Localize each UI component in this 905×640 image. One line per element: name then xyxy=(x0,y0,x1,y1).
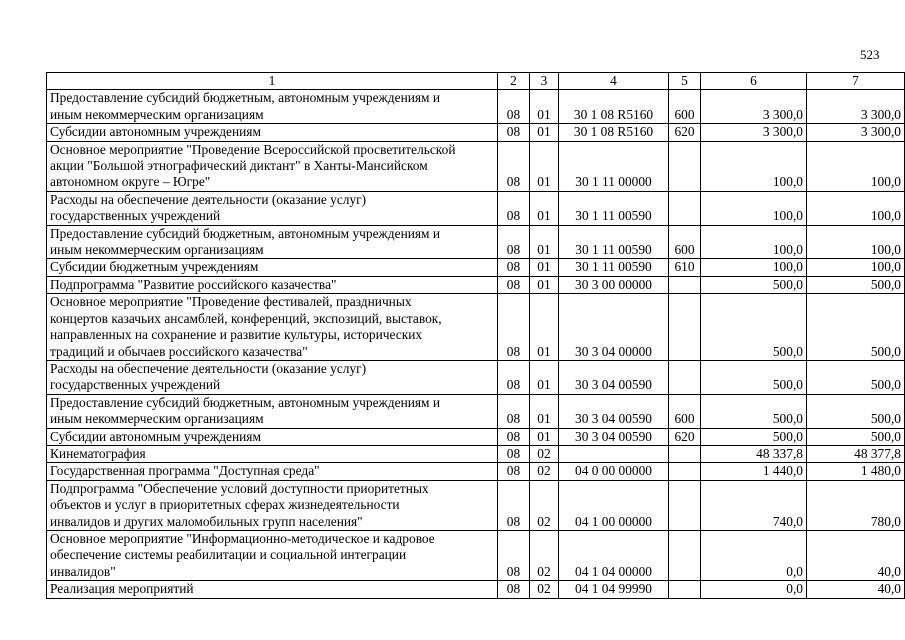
header-col-7: 7 xyxy=(807,73,905,90)
name-cell xyxy=(47,276,498,293)
header-row xyxy=(47,73,905,90)
table-row xyxy=(47,294,905,361)
name-line: Подпрограмма "Развитие российского казачества" xyxy=(50,276,337,292)
amount-year2-cell: 1 480,0 xyxy=(807,463,905,480)
target-article-cell: 30 3 04 00000 xyxy=(559,294,669,361)
amount-year2-cell: 100,0 xyxy=(807,259,905,276)
section-cell: 08 xyxy=(498,480,530,530)
target-article-cell: 30 1 11 00590 xyxy=(559,191,669,225)
amount-year1-cell: 0,0 xyxy=(701,530,807,580)
section-cell: 08 xyxy=(498,428,530,445)
target-article-cell: 30 1 11 00000 xyxy=(559,141,669,191)
subsection-cell: 01 xyxy=(530,124,559,141)
expense-type-cell xyxy=(669,360,701,394)
amount-year2-cell: 500,0 xyxy=(807,360,905,394)
name-cell xyxy=(47,445,498,462)
subsection-cell: 01 xyxy=(530,225,559,259)
name-cell xyxy=(47,294,498,361)
name-cell xyxy=(47,259,498,276)
expense-type-cell xyxy=(669,191,701,225)
expense-type-cell xyxy=(669,294,701,361)
amount-year2-cell: 500,0 xyxy=(807,394,905,428)
target-article-cell xyxy=(559,445,669,462)
subsection-cell: 01 xyxy=(530,276,559,293)
table-row xyxy=(47,530,905,580)
header-col-4: 4 xyxy=(559,73,669,90)
name-line: Государственная программа "Доступная среда" xyxy=(50,463,320,479)
subsection-cell: 01 xyxy=(530,141,559,191)
expense-type-cell xyxy=(669,463,701,480)
name-line: государственных учреждений xyxy=(50,208,221,224)
target-article-cell: 04 0 00 00000 xyxy=(559,463,669,480)
amount-year1-cell: 500,0 xyxy=(701,394,807,428)
name-cell xyxy=(47,191,498,225)
expense-type-cell: 620 xyxy=(669,124,701,141)
name-cell xyxy=(47,581,498,598)
amount-year2-cell: 48 377,8 xyxy=(807,445,905,462)
name-line: Предоставление субсидий бюджетным, автономным учреждениям и xyxy=(50,90,441,106)
name-line: Кинематография xyxy=(50,445,146,461)
target-article-cell: 30 3 04 00590 xyxy=(559,360,669,394)
expense-type-cell: 600 xyxy=(669,225,701,259)
table-header xyxy=(47,73,905,90)
amount-year2-cell: 40,0 xyxy=(807,581,905,598)
page-number: 523 xyxy=(860,47,880,62)
expense-type-cell: 610 xyxy=(669,259,701,276)
name-cell xyxy=(47,394,498,428)
table-row xyxy=(47,225,905,259)
expense-type-cell xyxy=(669,276,701,293)
subsection-cell: 01 xyxy=(530,360,559,394)
name-cell xyxy=(47,463,498,480)
name-line: традиций и обычаев российского казачества" xyxy=(50,343,308,359)
expense-type-cell: 620 xyxy=(669,428,701,445)
amount-year2-cell: 100,0 xyxy=(807,191,905,225)
expense-type-cell xyxy=(669,480,701,530)
budget-table xyxy=(46,72,905,599)
name-cell xyxy=(47,530,498,580)
amount-year1-cell: 0,0 xyxy=(701,581,807,598)
section-cell: 08 xyxy=(498,276,530,293)
name-line: Основное мероприятие "Проведение Всероссийской просветительской xyxy=(50,141,456,157)
amount-year1-cell: 48 337,8 xyxy=(701,445,807,462)
header-col-6: 6 xyxy=(701,73,807,90)
section-cell: 08 xyxy=(498,90,530,124)
subsection-cell: 01 xyxy=(530,394,559,428)
target-article-cell: 04 1 04 99990 xyxy=(559,581,669,598)
amount-year2-cell: 100,0 xyxy=(807,225,905,259)
subsection-cell: 01 xyxy=(530,191,559,225)
header-col-1: 1 xyxy=(47,73,498,90)
section-cell: 08 xyxy=(498,294,530,361)
section-cell: 08 xyxy=(498,445,530,462)
name-line: Расходы на обеспечение деятельности (оказание услуг) xyxy=(50,360,367,376)
target-article-cell: 04 1 00 00000 xyxy=(559,480,669,530)
name-line: Субсидии автономным учреждениям xyxy=(50,428,261,444)
table-row xyxy=(47,124,905,141)
target-article-cell: 30 3 04 00590 xyxy=(559,394,669,428)
name-cell xyxy=(47,90,498,124)
target-article-cell: 30 3 04 00590 xyxy=(559,428,669,445)
name-cell xyxy=(47,141,498,191)
table-row xyxy=(47,360,905,394)
table-row xyxy=(47,90,905,124)
amount-year2-cell: 40,0 xyxy=(807,530,905,580)
subsection-cell: 01 xyxy=(530,428,559,445)
expense-type-cell xyxy=(669,581,701,598)
amount-year2-cell: 100,0 xyxy=(807,141,905,191)
name-cell xyxy=(47,428,498,445)
header-col-2: 2 xyxy=(498,73,530,90)
name-line: объектов и услуг в приоритетных сферах жизнедеятельности xyxy=(50,497,400,513)
amount-year1-cell: 100,0 xyxy=(701,141,807,191)
target-article-cell: 04 1 04 00000 xyxy=(559,530,669,580)
target-article-cell: 30 1 08 R5160 xyxy=(559,124,669,141)
table-row xyxy=(47,259,905,276)
amount-year1-cell: 100,0 xyxy=(701,259,807,276)
table-row xyxy=(47,428,905,445)
name-line: иным некоммерческим организациям xyxy=(50,411,264,427)
name-line: иным некоммерческим организациям xyxy=(50,242,264,258)
amount-year1-cell: 740,0 xyxy=(701,480,807,530)
table-row xyxy=(47,445,905,462)
name-line: Предоставление субсидий бюджетным, автономным учреждениям и xyxy=(50,225,441,241)
amount-year2-cell: 500,0 xyxy=(807,276,905,293)
subsection-cell: 01 xyxy=(530,294,559,361)
target-article-cell: 30 1 08 R5160 xyxy=(559,90,669,124)
subsection-cell: 02 xyxy=(530,581,559,598)
table-row xyxy=(47,463,905,480)
expense-type-cell: 600 xyxy=(669,90,701,124)
section-cell: 08 xyxy=(498,141,530,191)
subsection-cell: 02 xyxy=(530,445,559,462)
subsection-cell: 01 xyxy=(530,259,559,276)
name-line: инвалидов и других маломобильных групп населения" xyxy=(50,513,363,529)
section-cell: 08 xyxy=(498,259,530,276)
name-line: Субсидии бюджетным учреждениям xyxy=(50,259,259,275)
table-row xyxy=(47,191,905,225)
name-line: акции "Большой этнографический диктант" в Ханты-Мансийском xyxy=(50,158,428,174)
expense-type-cell xyxy=(669,141,701,191)
name-line: инвалидов" xyxy=(50,563,116,579)
amount-year1-cell: 500,0 xyxy=(701,294,807,361)
subsection-cell: 02 xyxy=(530,530,559,580)
name-cell xyxy=(47,480,498,530)
section-cell: 08 xyxy=(498,225,530,259)
amount-year1-cell: 500,0 xyxy=(701,276,807,293)
name-line: государственных учреждений xyxy=(50,377,221,393)
name-line: Подпрограмма "Обеспечение условий доступности приоритетных xyxy=(50,480,429,496)
name-line: обеспечение системы реабилитации и социальной интеграции xyxy=(50,547,407,563)
name-cell xyxy=(47,124,498,141)
expense-type-cell xyxy=(669,530,701,580)
amount-year1-cell: 100,0 xyxy=(701,191,807,225)
name-line: Предоставление субсидий бюджетным, автономным учреждениям и xyxy=(50,394,441,410)
amount-year1-cell: 100,0 xyxy=(701,225,807,259)
amount-year2-cell: 500,0 xyxy=(807,428,905,445)
amount-year2-cell: 3 300,0 xyxy=(807,124,905,141)
table-row xyxy=(47,394,905,428)
table-row xyxy=(47,581,905,598)
section-cell: 08 xyxy=(498,463,530,480)
table-row xyxy=(47,480,905,530)
table-row xyxy=(47,141,905,191)
section-cell: 08 xyxy=(498,581,530,598)
amount-year2-cell: 3 300,0 xyxy=(807,90,905,124)
expense-type-cell: 600 xyxy=(669,394,701,428)
name-line: Субсидии автономным учреждениям xyxy=(50,124,261,140)
target-article-cell: 30 3 00 00000 xyxy=(559,276,669,293)
header-col-5: 5 xyxy=(669,73,701,90)
section-cell: 08 xyxy=(498,124,530,141)
target-article-cell: 30 1 11 00590 xyxy=(559,225,669,259)
section-cell: 08 xyxy=(498,530,530,580)
header-col-3: 3 xyxy=(530,73,559,90)
section-cell: 08 xyxy=(498,360,530,394)
subsection-cell: 02 xyxy=(530,480,559,530)
amount-year1-cell: 500,0 xyxy=(701,360,807,394)
amount-year1-cell: 500,0 xyxy=(701,428,807,445)
name-cell xyxy=(47,225,498,259)
subsection-cell: 01 xyxy=(530,90,559,124)
expense-type-cell xyxy=(669,445,701,462)
name-line: Основное мероприятие "Информационно-методическое и кадровое xyxy=(50,530,435,546)
amount-year2-cell: 500,0 xyxy=(807,294,905,361)
amount-year1-cell: 1 440,0 xyxy=(701,463,807,480)
table-row xyxy=(47,276,905,293)
name-line: Расходы на обеспечение деятельности (оказание услуг) xyxy=(50,191,367,207)
name-line: автономном округе – Югре" xyxy=(50,174,211,190)
section-cell: 08 xyxy=(498,191,530,225)
name-line: направленных на сохранение и развитие культуры, исторических xyxy=(50,327,423,343)
name-line: Основное мероприятие "Проведение фестивалей, праздничных xyxy=(50,294,412,310)
subsection-cell: 02 xyxy=(530,463,559,480)
table-body xyxy=(47,90,905,598)
amount-year2-cell: 780,0 xyxy=(807,480,905,530)
amount-year1-cell: 3 300,0 xyxy=(701,90,807,124)
name-cell xyxy=(47,360,498,394)
name-line: Реализация мероприятий xyxy=(50,581,194,597)
section-cell: 08 xyxy=(498,394,530,428)
name-line: иным некоммерческим организациям xyxy=(50,106,264,122)
amount-year1-cell: 3 300,0 xyxy=(701,124,807,141)
name-line: концертов казачьих ансамблей, конференций, экспозиций, выставок, xyxy=(50,310,442,326)
target-article-cell: 30 1 11 00590 xyxy=(559,259,669,276)
